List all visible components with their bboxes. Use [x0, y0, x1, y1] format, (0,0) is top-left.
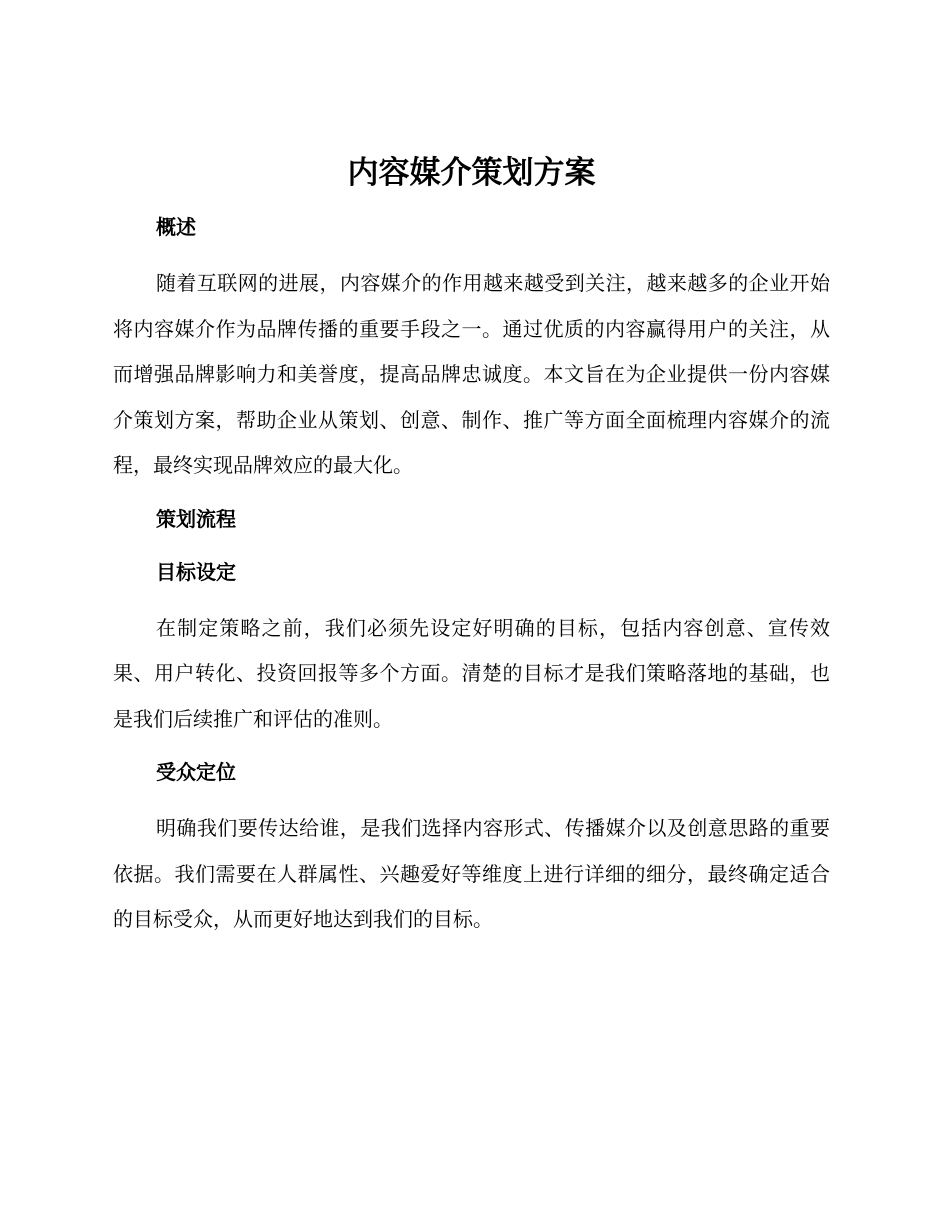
goal-setting-paragraph: 在制定策略之前，我们必须先设定好明确的目标，包括内容创意、宣传效果、用户转化、投资回报等多个方面。清楚的目标才是我们策略落地的基础，也是我们后续推广和评估的准则。 [113, 615, 830, 731]
spacer [113, 250, 830, 261]
section-heading-overview: 概述 [156, 215, 196, 239]
spacer [113, 489, 830, 496]
document-body [113, 148, 830, 943]
overview-paragraph: 随着互联网的进展，内容媒介的作用越来越受到关注，越来越多的企业开始将内容媒介作为品牌传播的重要手段之一。通过优质的内容赢得用户的关注，从而增强品牌影响力和美誉度，提高品牌忠诚度。本文旨在为企业提供一份内容媒介策划方案，帮助企业从策划、创意、制作、推广等方面全面梳理内容媒介的流程，最终实现品牌效应的最大化。 [113, 271, 830, 477]
section-heading-audience-targeting: 受众定位 [156, 760, 236, 784]
spacer [113, 742, 830, 749]
section-heading-goal-setting: 目标设定 [156, 559, 236, 584]
audience-targeting-paragraph: 明确我们要传达给谁，是我们选择内容形式、传播媒介以及创意思路的重要依据。我们需要在人群属性、兴趣爱好等维度上进行详细的细分，最终确定适合的目标受众，从而更好地达到我们的目标。 [113, 816, 830, 931]
section-heading-planning-process: 策划流程 [156, 506, 236, 531]
document-title: 内容媒介策划方案 [347, 155, 596, 191]
spacer [113, 542, 830, 549]
spacer [113, 795, 830, 806]
spacer [113, 595, 830, 606]
